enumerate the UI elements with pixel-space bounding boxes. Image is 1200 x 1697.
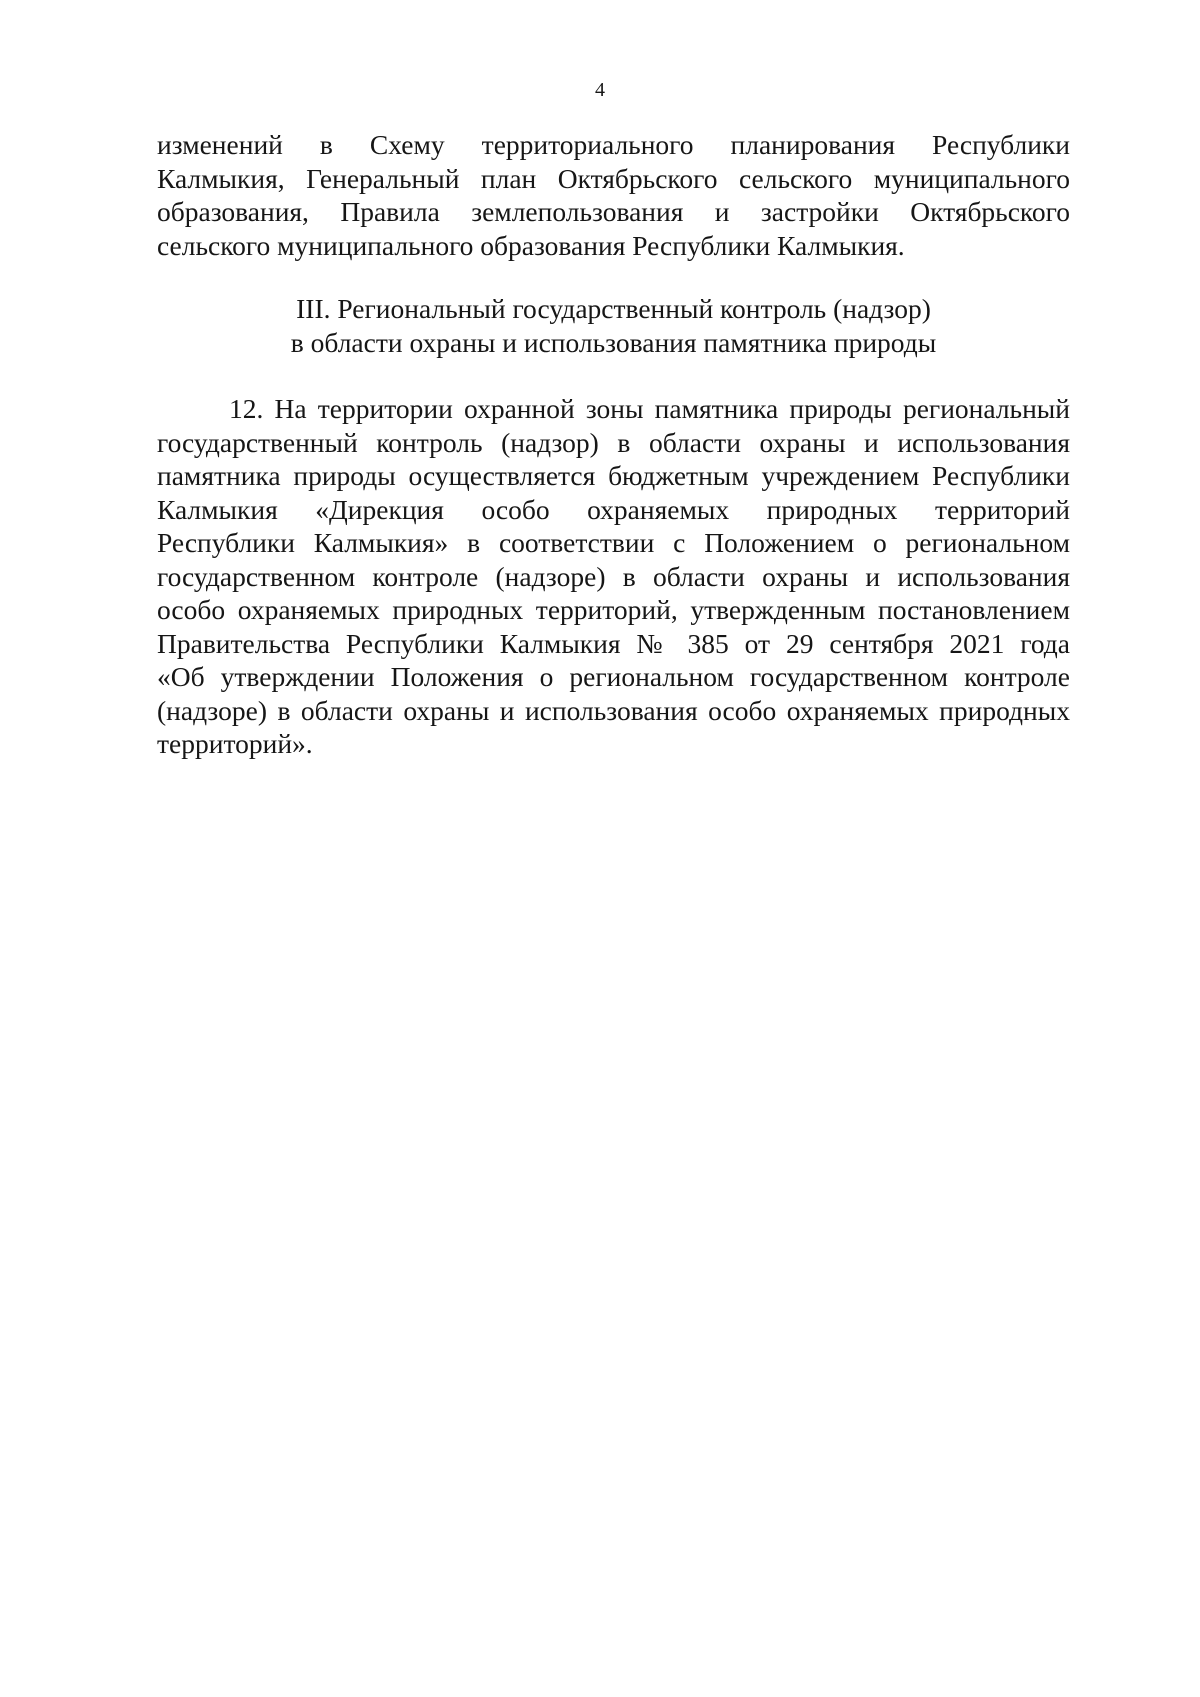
section-heading-line: III. Региональный государственный контроль (надзор)	[296, 293, 931, 324]
text-line: сельского муниципального образования Республики Калмыкия.	[157, 229, 905, 261]
text-line: (надзоре) в области охраны и использования особо охраняемых природных	[157, 694, 1070, 726]
text-line: государственном контроле (надзоре) в области охраны и использования	[157, 560, 1070, 592]
page-number: 4	[595, 79, 605, 101]
text-line: образования, Правила землепользования и застройки Октябрьского	[157, 196, 1070, 227]
text-line: 12. На территории охранной зоны памятника природы региональный	[229, 393, 1070, 424]
text-line: памятника природы осуществляется бюджетным учреждением Республики	[157, 460, 1070, 491]
text-line: Республики Калмыкия» в соответствии с Положением о региональном	[157, 527, 1070, 558]
paragraph-12	[157, 392, 1070, 761]
section-heading-line: в области охраны и использования памятника природы	[290, 326, 937, 358]
text-line: изменений в Схему территориального планирования Республики	[157, 129, 1070, 160]
text-line: территорий».	[157, 728, 313, 759]
text-line: «Об утверждении Положения о региональном государственном контроле	[157, 661, 1070, 692]
paragraph-continuation	[157, 128, 1070, 262]
text-line: особо охраняемых природных территорий, утвержденным постановлением	[157, 594, 1070, 625]
section-heading	[157, 292, 1070, 359]
text-line: Калмыкия «Дирекция особо охраняемых природных территорий	[157, 493, 1070, 525]
document-body	[157, 128, 1070, 761]
text-line: государственный контроль (надзор) в области охраны и использования	[157, 426, 1070, 458]
text-line: Калмыкия, Генеральный план Октябрьского сельского муниципального	[157, 162, 1070, 194]
text-line: Правительства Республики Калмыкия № 385 от 29 сентября 2021 года	[157, 627, 1070, 659]
